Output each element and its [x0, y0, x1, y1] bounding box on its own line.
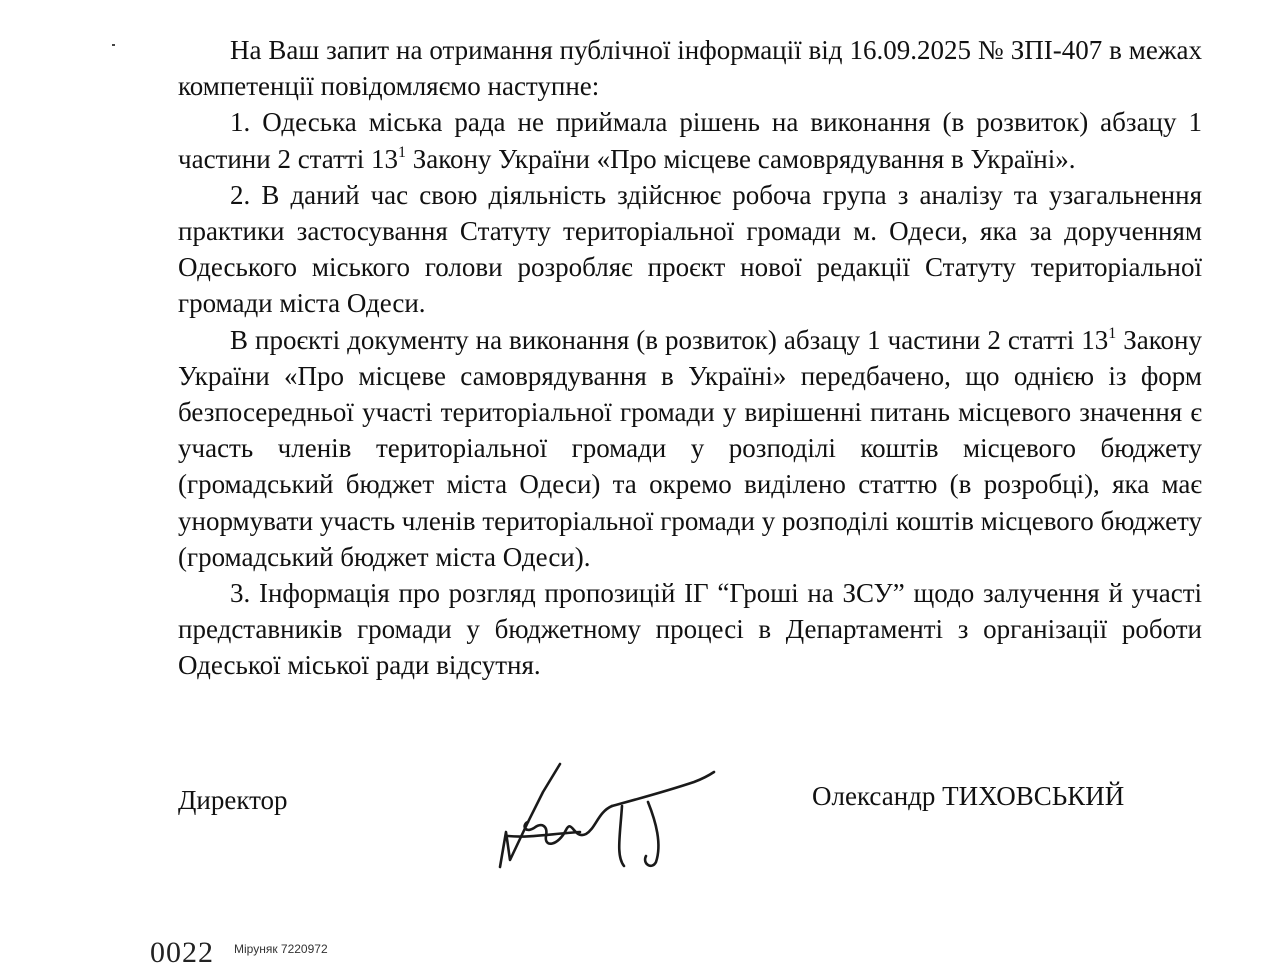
executor-note: Міруняк 7220972 [234, 942, 328, 956]
item-1-paragraph [178, 104, 1202, 176]
project-text-end: Закону України «Про місцеве самоврядування в Україні» передбачено, що однією із форм безпосередньої участі територіальної громади у вирішенні питань місцевого значення є участь членів територіальної громади у розподілі коштів місцевого бюджету (громадський бюджет міста Одеси) та окремо виділено статтю (в розробці), яка має унормувати участь членів територіальної громади у розподілі коштів місцевого бюджету (громадський бюджет міста Одеси). [178, 324, 1202, 572]
project-paragraph [178, 322, 1202, 575]
letter-body [178, 32, 1202, 684]
item-1-text-end: Закону України «Про місцеве самоврядування в Україні». [405, 143, 1076, 174]
signatory-position: Директор [178, 785, 288, 815]
document-number: 0022 [150, 936, 214, 965]
handwritten-signature [488, 752, 728, 882]
scan-dot-mark [112, 44, 115, 46]
project-text-start: В проєкті документу на виконання (в розвиток) абзацу 1 частини 2 статті 13 [230, 324, 1109, 355]
item-2-paragraph: 2. В даний час свою діяльність здійснює робоча група з аналізу та узагальнення практики застосування Статуту територіальної громади м. Одеси, яка за дорученням Одеського міського голови розробляє проєкт нової редакції Статуту територіальної громади міста Одеси. [178, 179, 1202, 319]
signatory-name: Олександр ТИХОВСЬКИЙ [812, 781, 1125, 811]
item-1-superscript: 1 [397, 143, 406, 161]
project-superscript: 1 [1108, 324, 1117, 342]
intro-paragraph: На Ваш запит на отримання публічної інформації від 16.09.2025 № ЗПІ-407 в межах компетенції повідомляємо наступне: [178, 35, 1202, 102]
item-3-paragraph: 3. Інформація про розгляд пропозицій ІГ “Гроші на ЗСУ” щодо залучення й участі представників громади у бюджетному процесі в Департаменті з організації роботи Одеської міської ради відсутня. [178, 578, 1202, 681]
item-1-text-start: 1. Одеська міська рада не приймала рішень на виконання (в розвиток) абзацу 1 частини 2 статті 13 [178, 107, 1202, 174]
